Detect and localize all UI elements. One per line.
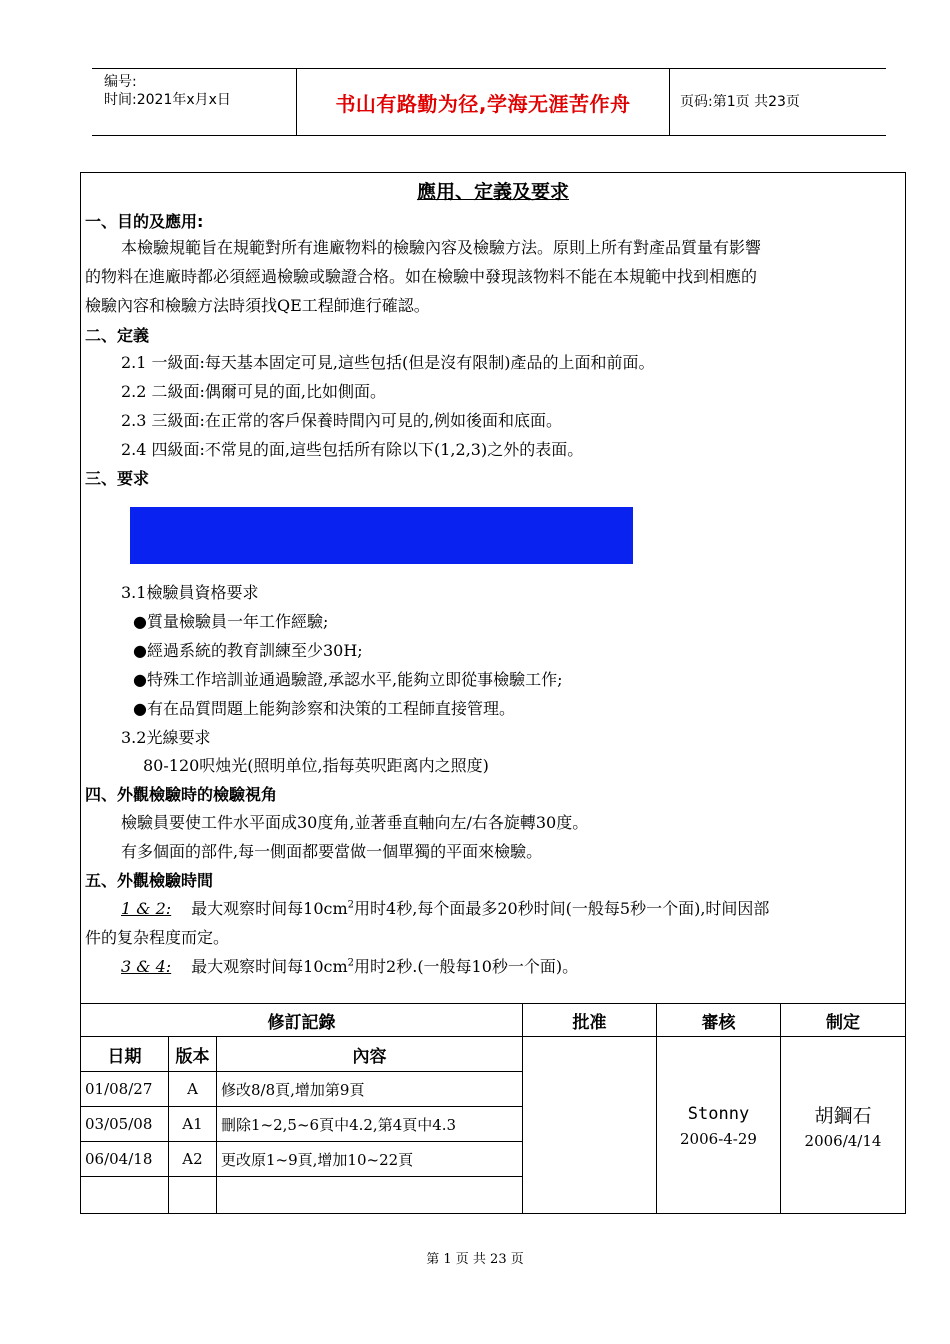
preparer-name: 胡鋼石 [814,1105,872,1127]
approve-signature-cell [523,1037,657,1214]
document-time-label: 时间:2021年x月x日 [104,92,231,108]
revision-version-cell: A2 [169,1142,217,1177]
reviewer-name: Stonny [687,1103,750,1124]
revision-date-cell: 03/05/08 [81,1107,169,1142]
surface-class-label: 1 & 2: [121,899,172,918]
section-3-heading: 三、要求 [85,469,150,488]
section-1-line: 的物料在進廠時都必須經過檢驗或驗證合格。如在檢驗中發現該物料不能在本規範中找到相應的 [85,267,758,286]
page-header [92,68,886,136]
inspection-time-line [121,896,769,919]
requirement-item: ●有在品質問題上能夠診察和決策的工程師直接管理。 [133,699,515,718]
revision-content-cell: 修改8/8頁,增加第9頁 [217,1072,523,1107]
approve-header: 批准 [523,1004,657,1037]
definition-item: 2.2 二級面:偶爾可見的面,比如側面。 [121,382,387,401]
content-column-header: 內容 [217,1037,523,1072]
preparer-date: 2006/4/14 [804,1132,882,1150]
requirement-3-1-title: 3.1檢驗員資格要求 [121,583,259,602]
date-column-header: 日期 [81,1037,169,1072]
revision-version-cell: A1 [169,1107,217,1142]
header-motto: 书山有路勤为径,学海无涯苦作舟 [335,91,631,116]
inspection-time-continuation: 件的复杂程度而定。 [85,928,230,947]
version-column-header: 版本 [169,1037,217,1072]
requirement-item: ●質量檢驗員一年工作經驗; [133,612,329,631]
inspection-time-text: 用时4秒,每个面最多20秒时间(一般每5秒一个面),时间因部 [354,899,770,918]
section-1-heading: 一、目的及應用: [85,212,204,231]
requirement-3-2-title: 3.2光線要求 [121,728,211,747]
surface-class-label: 3 & 4: [121,957,172,976]
revision-date-cell: 06/04/18 [81,1142,169,1177]
header-motto-cell [296,69,670,135]
revision-content-cell: 更改原1~9頁,增加10~22頁 [217,1142,523,1177]
superscript: 2 [347,899,355,911]
revision-record-header: 修訂記錄 [81,1004,523,1037]
revision-date-cell [81,1177,169,1214]
revision-content-cell [217,1177,523,1214]
document-number-label: 编号: [104,74,137,90]
prepare-header: 制定 [781,1004,905,1037]
document-title: 應用、定義及要求 [416,181,569,203]
revision-version-cell [169,1177,217,1214]
header-page-number: 页码:第1页 共23页 [680,94,800,110]
section-4-heading: 四、外觀檢驗時的檢驗視角 [85,785,278,804]
inspection-time-line [121,954,578,977]
review-header: 審核 [657,1004,781,1037]
page-footer: 第 1 页 共 23 页 [426,1252,524,1267]
document-body [80,172,906,1214]
reviewer-date: 2006-4-29 [680,1129,757,1148]
lighting-requirement: 80-120呎烛光(照明单位,指每英呎距离内之照度) [143,756,489,775]
inspection-time-text: 最大观察时间每10cm [191,899,348,918]
requirement-item: ●特殊工作培訓並通過驗證,承認水平,能夠立即從事檢驗工作; [133,670,563,689]
prepare-signature-cell [781,1037,905,1214]
revision-version-cell: A [169,1072,217,1107]
revision-date-cell: 01/08/27 [81,1072,169,1107]
section-2-heading: 二、定義 [85,326,150,345]
revision-table [81,1003,905,1213]
definition-item: 2.1 一級面:每天基本固定可見,這些包括(但是沒有限制)產品的上面和前面。 [121,353,655,372]
viewing-angle-line: 有多個面的部件,每一側面都要當做一個單獨的平面來檢驗。 [121,842,543,861]
header-meta [92,69,296,135]
definition-item: 2.4 四級面:不常見的面,這些包括所有除以下(1,2,3)之外的表面。 [121,440,584,459]
inspection-time-text: 用时2秒.(一般每10秒一个面)。 [354,957,579,976]
review-signature-cell [657,1037,781,1214]
definition-item: 2.3 三級面:在正常的客戶保養時間內可見的,例如後面和底面。 [121,411,563,430]
section-5-heading: 五、外觀檢驗時間 [85,871,214,890]
superscript: 2 [347,957,355,969]
blue-banner [130,507,633,564]
section-1-line: 檢驗內容和檢驗方法時須找QE工程師進行確認。 [85,296,430,315]
inspection-time-text: 最大观察时间每10cm [191,957,348,976]
revision-content-cell: 刪除1~2,5~6頁中4.2,第4頁中4.3 [217,1107,523,1142]
requirement-item: ●經過系統的教育訓練至少30H; [133,641,363,660]
viewing-angle-line: 檢驗員要使工件水平面成30度角,並著垂直軸向左/右各旋轉30度。 [121,813,589,832]
section-1-line: 本檢驗規範旨在規範對所有進廠物料的檢驗內容及檢驗方法。原則上所有對產品質量有影響 [121,238,762,257]
header-page-cell [670,69,886,135]
